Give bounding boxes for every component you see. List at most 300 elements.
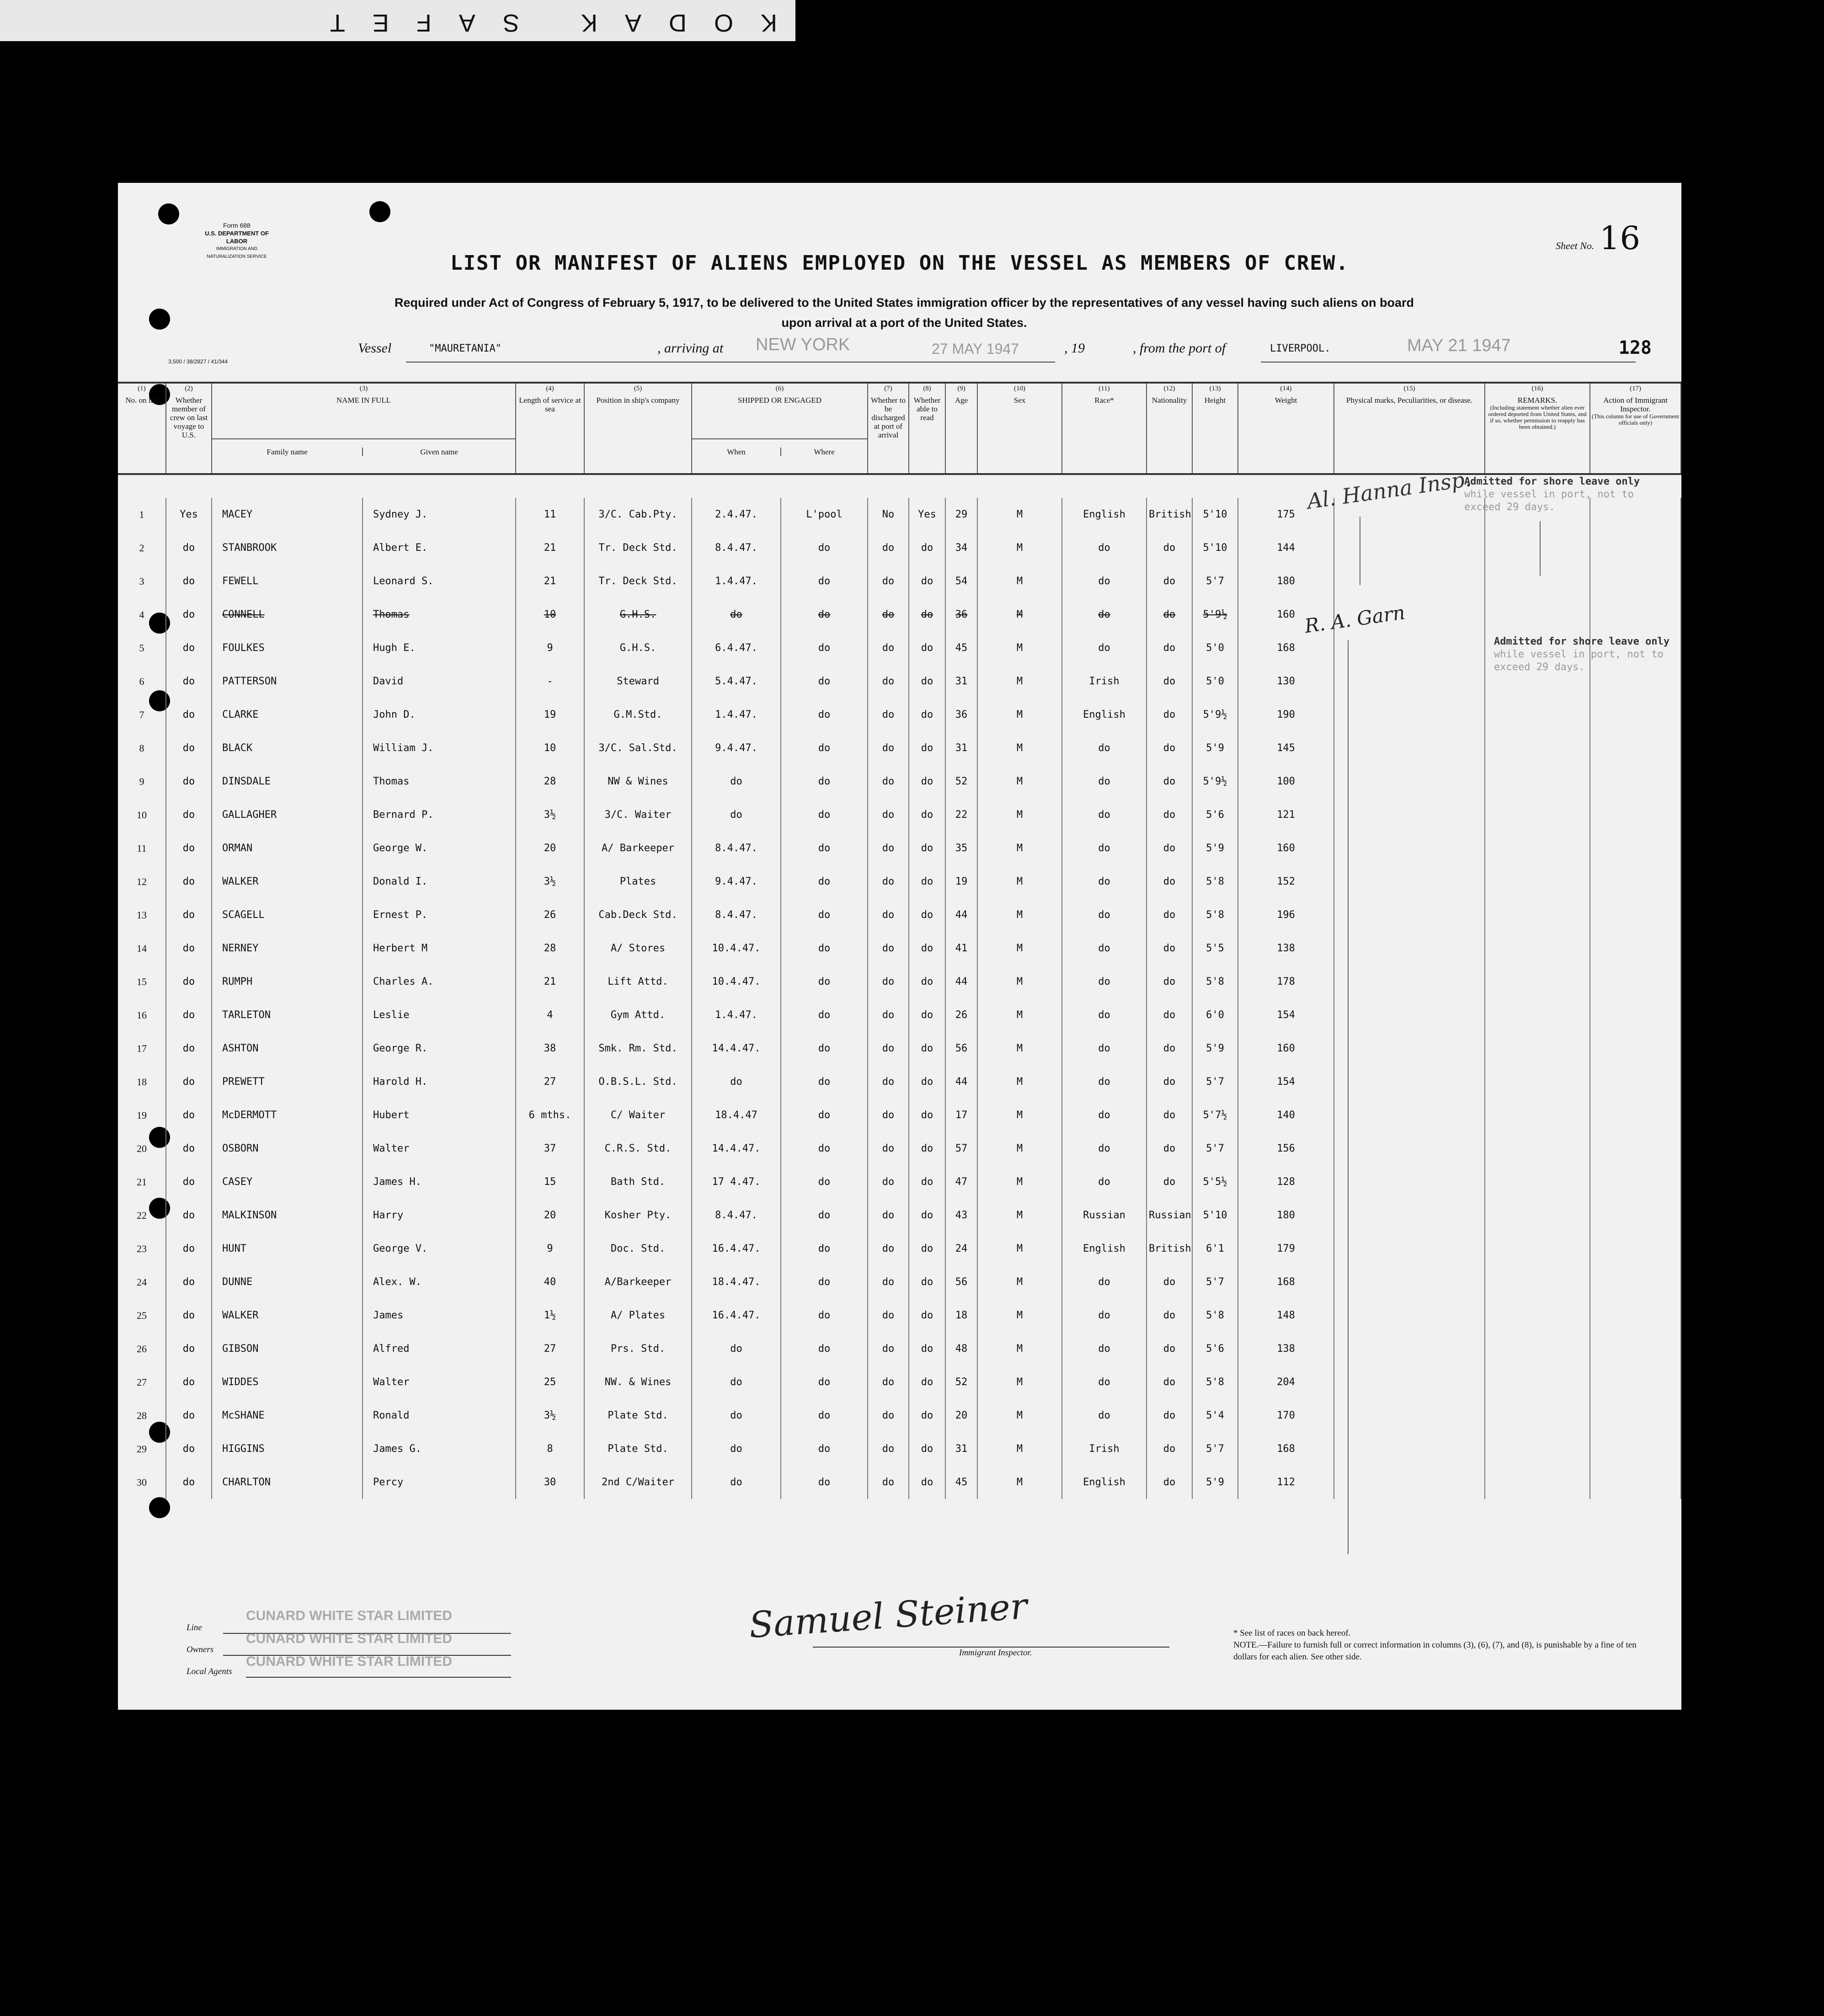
- weight-cell: 178: [1238, 965, 1334, 998]
- age-cell: 29: [945, 498, 977, 531]
- remarks-cell: [1485, 1199, 1590, 1232]
- length-of-service-cell: 40: [516, 1265, 584, 1299]
- discharged-cell: do: [868, 965, 909, 998]
- age-cell: 20: [945, 1399, 977, 1432]
- shipped-where-cell: do: [781, 1132, 868, 1165]
- discharged-cell: do: [868, 565, 909, 598]
- race-cell: do: [1062, 598, 1147, 631]
- position-cell: Cab.Deck Std.: [584, 898, 692, 932]
- col-header-5: (5) Position in ship's company: [584, 383, 692, 474]
- family-name-cell: DINSDALE: [212, 765, 363, 798]
- inspector-action-cell: [1590, 565, 1681, 598]
- row-number-cell: 27: [118, 1365, 166, 1399]
- shipped-where-cell: do: [781, 1399, 868, 1432]
- page-number: 128: [1618, 337, 1652, 358]
- able-to-read-cell: do: [909, 665, 945, 698]
- race-cell: do: [1062, 1165, 1147, 1199]
- weight-cell: 160: [1238, 832, 1334, 865]
- discharged-cell: do: [868, 1466, 909, 1499]
- shipped-when-cell: 8.4.47.: [692, 832, 781, 865]
- discharged-cell: do: [868, 1032, 909, 1065]
- nationality-cell: do: [1147, 598, 1192, 631]
- vessel-line: [118, 335, 1681, 368]
- age-cell: 56: [945, 1032, 977, 1065]
- race-cell: Irish: [1062, 1432, 1147, 1466]
- sex-cell: M: [977, 531, 1062, 565]
- race-cell: English: [1062, 1466, 1147, 1499]
- nationality-cell: do: [1147, 1132, 1192, 1165]
- nationality-cell: do: [1147, 531, 1192, 565]
- position-cell: Steward: [584, 665, 692, 698]
- shipped-where-cell: do: [781, 1065, 868, 1099]
- discharged-cell: do: [868, 1132, 909, 1165]
- remarks-cell: [1485, 698, 1590, 731]
- discharged-cell: do: [868, 932, 909, 965]
- nationality-cell: do: [1147, 898, 1192, 932]
- col-header-10: (10) Sex: [977, 383, 1062, 474]
- inspector-action-cell: [1590, 1265, 1681, 1299]
- discharged-cell: do: [868, 1399, 909, 1432]
- discharged-cell: do: [868, 1265, 909, 1299]
- shipped-where-cell: do: [781, 932, 868, 965]
- position-cell: C/ Waiter: [584, 1099, 692, 1132]
- age-cell: 52: [945, 765, 977, 798]
- row-number-cell: 2: [118, 531, 166, 565]
- nationality-cell: do: [1147, 1099, 1192, 1132]
- age-cell: 54: [945, 565, 977, 598]
- inspector-action-cell: [1590, 1399, 1681, 1432]
- inspector-action-cell: [1590, 1032, 1681, 1065]
- date-stamp: MAY 21 1947: [1407, 336, 1511, 355]
- position-cell: 3/C. Cab.Pty.: [584, 498, 692, 531]
- length-of-service-cell: 30: [516, 1466, 584, 1499]
- table-row: [118, 665, 1681, 698]
- given-name-cell: Ronald: [363, 1399, 516, 1432]
- table-row: [118, 1065, 1681, 1099]
- able-to-read-cell: do: [909, 965, 945, 998]
- race-cell: do: [1062, 1065, 1147, 1099]
- line-label: Line: [187, 1623, 202, 1632]
- sex-cell: M: [977, 1099, 1062, 1132]
- arriving-label: , arriving at: [657, 341, 724, 356]
- last-voyage-cell: do: [166, 932, 212, 965]
- col-header-4: (4) Length of service at sea: [516, 383, 584, 474]
- shipped-when-cell: do: [692, 798, 781, 832]
- weight-cell: 144: [1238, 531, 1334, 565]
- discharged-cell: do: [868, 998, 909, 1032]
- shipped-when-cell: 8.4.47.: [692, 1199, 781, 1232]
- physical-marks-cell: [1334, 1165, 1485, 1199]
- inspector-action-cell: [1590, 765, 1681, 798]
- family-name-cell: ORMAN: [212, 832, 363, 865]
- weight-cell: 204: [1238, 1365, 1334, 1399]
- height-cell: 5'10: [1192, 531, 1238, 565]
- arrival-date-stamp: 27 MAY 1947: [932, 341, 1019, 357]
- age-cell: 56: [945, 1265, 977, 1299]
- height-cell: 5'7: [1192, 1432, 1238, 1466]
- family-name-cell: OSBORN: [212, 1132, 363, 1165]
- physical-marks-cell: [1334, 1332, 1485, 1365]
- given-name-cell: Donald I.: [363, 865, 516, 898]
- position-cell: Tr. Deck Std.: [584, 565, 692, 598]
- nationality-cell: Russian: [1147, 1199, 1192, 1232]
- shipped-when-cell: 6.4.47.: [692, 631, 781, 665]
- punch-hole: [149, 309, 170, 330]
- last-voyage-cell: do: [166, 1132, 212, 1165]
- inspector-label: Immigrant Inspector.: [959, 1648, 1032, 1658]
- family-name-cell: McSHANE: [212, 1399, 363, 1432]
- physical-marks-cell: [1334, 1232, 1485, 1265]
- weight-cell: 160: [1238, 1032, 1334, 1065]
- shipped-when-cell: 5.4.47.: [692, 665, 781, 698]
- family-name-header: Family name: [267, 448, 308, 456]
- family-name-cell: GIBSON: [212, 1332, 363, 1365]
- physical-marks-cell: [1334, 1132, 1485, 1165]
- given-name-cell: George W.: [363, 832, 516, 865]
- discharged-cell: do: [868, 832, 909, 865]
- given-name-cell: Ernest P.: [363, 898, 516, 932]
- height-cell: 5'9: [1192, 1466, 1238, 1499]
- row-number-cell: 26: [118, 1332, 166, 1365]
- nationality-cell: do: [1147, 665, 1192, 698]
- remarks-cell: [1485, 1299, 1590, 1332]
- shipped-where-cell: L'pool: [781, 498, 868, 531]
- shipped-where-cell: do: [781, 631, 868, 665]
- last-voyage-cell: do: [166, 965, 212, 998]
- race-cell: Irish: [1062, 665, 1147, 698]
- age-cell: 44: [945, 1065, 977, 1099]
- col-header-6: (6) SHIPPED OR ENGAGED When Where: [692, 383, 868, 474]
- shipped-where-cell: do: [781, 1365, 868, 1399]
- col-header-16: (16) REMARKS. (Including statement whether alien ever ordered deported from United States, and if so, whether permission to reapply has been obtained.): [1485, 383, 1590, 474]
- family-name-cell: GALLAGHER: [212, 798, 363, 832]
- table-row: [118, 1399, 1681, 1432]
- height-cell: 5'8: [1192, 965, 1238, 998]
- last-voyage-cell: do: [166, 1365, 212, 1399]
- table-row: [118, 965, 1681, 998]
- remarks-cell: [1485, 1265, 1590, 1299]
- age-cell: 57: [945, 1132, 977, 1165]
- inspector-action-cell: [1590, 898, 1681, 932]
- race-cell: do: [1062, 998, 1147, 1032]
- shipped-where-cell: do: [781, 1032, 868, 1065]
- discharged-cell: do: [868, 865, 909, 898]
- sex-cell: M: [977, 998, 1062, 1032]
- nationality-cell: do: [1147, 1466, 1192, 1499]
- table-row: [118, 998, 1681, 1032]
- physical-marks-cell: [1334, 1432, 1485, 1466]
- physical-marks-cell: [1334, 998, 1485, 1032]
- physical-marks-cell: [1334, 798, 1485, 832]
- nationality-cell: do: [1147, 1399, 1192, 1432]
- given-name-cell: Bernard P.: [363, 798, 516, 832]
- height-cell: 5'5½: [1192, 1165, 1238, 1199]
- family-name-cell: STANBROOK: [212, 531, 363, 565]
- inspector-action-cell: [1590, 731, 1681, 765]
- able-to-read-cell: do: [909, 1466, 945, 1499]
- sex-cell: M: [977, 1065, 1062, 1099]
- discharged-cell: do: [868, 1299, 909, 1332]
- length-of-service-cell: 11: [516, 498, 584, 531]
- shipped-where-cell: do: [781, 1199, 868, 1232]
- table-row: [118, 498, 1681, 531]
- inspector-action-cell: [1590, 698, 1681, 731]
- age-cell: 44: [945, 898, 977, 932]
- race-cell: Russian: [1062, 1199, 1147, 1232]
- nationality-cell: British: [1147, 1232, 1192, 1265]
- shipped-where-cell: do: [781, 698, 868, 731]
- row-number-cell: 16: [118, 998, 166, 1032]
- family-name-cell: CHARLTON: [212, 1466, 363, 1499]
- weight-cell: 154: [1238, 998, 1334, 1032]
- able-to-read-cell: do: [909, 1065, 945, 1099]
- physical-marks-cell: [1334, 565, 1485, 598]
- remarks-cell: [1485, 1032, 1590, 1065]
- nationality-cell: do: [1147, 1265, 1192, 1299]
- remarks-cell: [1485, 731, 1590, 765]
- discharged-cell: do: [868, 531, 909, 565]
- length-of-service-cell: 21: [516, 531, 584, 565]
- given-name-cell: Sydney J.: [363, 498, 516, 531]
- shipped-where-cell: do: [781, 1099, 868, 1132]
- remarks-cell: [1485, 1399, 1590, 1432]
- discharged-cell: do: [868, 898, 909, 932]
- physical-marks-cell: [1334, 832, 1485, 865]
- family-name-cell: WALKER: [212, 865, 363, 898]
- weight-cell: 154: [1238, 1065, 1334, 1099]
- able-to-read-cell: do: [909, 832, 945, 865]
- service-name: IMMIGRATION AND NATURALIZATION SERVICE: [207, 246, 267, 259]
- remarks-cell: [1485, 898, 1590, 932]
- col-header-3: (3) NAME IN FULL Family name Given name: [212, 383, 516, 474]
- shipped-when-cell: 14.4.47.: [692, 1032, 781, 1065]
- age-cell: 52: [945, 1365, 977, 1399]
- length-of-service-cell: 26: [516, 898, 584, 932]
- sex-cell: M: [977, 1165, 1062, 1199]
- department-name: U.S. DEPARTMENT OF LABOR: [205, 230, 269, 245]
- last-voyage-cell: do: [166, 1065, 212, 1099]
- crew-manifest-table: [118, 382, 1681, 1499]
- weight-cell: 130: [1238, 665, 1334, 698]
- able-to-read-cell: do: [909, 1132, 945, 1165]
- inspector-action-cell: [1590, 832, 1681, 865]
- race-cell: do: [1062, 1365, 1147, 1399]
- race-cell: do: [1062, 898, 1147, 932]
- discharged-cell: do: [868, 1232, 909, 1265]
- inspector-action-cell: [1590, 1165, 1681, 1199]
- nationality-cell: do: [1147, 798, 1192, 832]
- given-name-header: Given name: [362, 448, 515, 456]
- nationality-cell: do: [1147, 631, 1192, 665]
- family-name-cell: CLARKE: [212, 698, 363, 731]
- family-name-cell: WIDDES: [212, 1365, 363, 1399]
- shipped-where-cell: do: [781, 1299, 868, 1332]
- position-cell: Gym Attd.: [584, 998, 692, 1032]
- physical-marks-cell: [1334, 1299, 1485, 1332]
- sex-cell: M: [977, 832, 1062, 865]
- position-cell: 3/C. Waiter: [584, 798, 692, 832]
- length-of-service-cell: 21: [516, 565, 584, 598]
- shipped-when-cell: 16.4.47.: [692, 1232, 781, 1265]
- subtitle-line-2: upon arrival at a port of the United States.: [781, 316, 1027, 330]
- height-cell: 5'0: [1192, 665, 1238, 698]
- inspector-action-cell: [1590, 1432, 1681, 1466]
- last-voyage-cell: do: [166, 1399, 212, 1432]
- inspector-action-cell: [1590, 965, 1681, 998]
- sex-cell: M: [977, 1199, 1062, 1232]
- height-cell: 5'8: [1192, 1365, 1238, 1399]
- length-of-service-cell: 10: [516, 598, 584, 631]
- given-name-cell: Percy: [363, 1466, 516, 1499]
- row-number-cell: 20: [118, 1132, 166, 1165]
- physical-marks-cell: [1334, 1099, 1485, 1132]
- height-cell: 5'10: [1192, 498, 1238, 531]
- position-cell: C.R.S. Std.: [584, 1132, 692, 1165]
- row-number-cell: 3: [118, 565, 166, 598]
- weight-cell: 138: [1238, 1332, 1334, 1365]
- table-row: [118, 865, 1681, 898]
- race-cell: do: [1062, 1132, 1147, 1165]
- table-row: [118, 1199, 1681, 1232]
- shipped-where-cell: do: [781, 665, 868, 698]
- age-cell: 31: [945, 1432, 977, 1466]
- remarks-cell: [1485, 998, 1590, 1032]
- footnote: * See list of races on back hereof. NOTE.—Failure to furnish full or correct information in columns (3), (6), (7), and (8), is punishable by a fine of ten dollars for each alien. See other side.: [1233, 1628, 1637, 1662]
- inspector-action-cell: [1590, 1065, 1681, 1099]
- discharged-cell: do: [868, 1199, 909, 1232]
- position-cell: A/ Stores: [584, 932, 692, 965]
- shipped-when-cell: do: [692, 1432, 781, 1466]
- col-header-1: (1) No. on list: [118, 383, 166, 474]
- col-header-2: (2) Whether member of crew on last voyage to U.S.: [166, 383, 212, 474]
- length-of-service-cell: 19: [516, 698, 584, 731]
- shipped-where-cell: do: [781, 1232, 868, 1265]
- given-name-cell: Albert E.: [363, 531, 516, 565]
- race-cell: do: [1062, 765, 1147, 798]
- nationality-cell: do: [1147, 1065, 1192, 1099]
- inspector-action-cell: [1590, 1099, 1681, 1132]
- sex-cell: M: [977, 565, 1062, 598]
- sex-cell: M: [977, 965, 1062, 998]
- race-cell: do: [1062, 1399, 1147, 1432]
- age-cell: 26: [945, 998, 977, 1032]
- shipped-where-cell: do: [781, 598, 868, 631]
- inspector-action-cell: [1590, 865, 1681, 898]
- race-cell: do: [1062, 932, 1147, 965]
- col-header-15: (15) Physical marks, Peculiarities, or disease.: [1334, 383, 1485, 474]
- physical-marks-cell: [1334, 531, 1485, 565]
- row-number-cell: 12: [118, 865, 166, 898]
- col-header-17: (17) Action of Immigrant Inspector. (This column for use of Government officials only): [1590, 383, 1681, 474]
- remarks-cell: [1485, 1365, 1590, 1399]
- column-header-row: [118, 383, 1681, 474]
- able-to-read-cell: do: [909, 531, 945, 565]
- remarks-cell: [1485, 865, 1590, 898]
- sex-cell: M: [977, 598, 1062, 631]
- last-voyage-cell: Yes: [166, 498, 212, 531]
- age-cell: 36: [945, 598, 977, 631]
- remarks-cell: [1485, 832, 1590, 865]
- inspector-action-cell: [1590, 1199, 1681, 1232]
- discharged-cell: No: [868, 498, 909, 531]
- given-name-cell: Walter: [363, 1132, 516, 1165]
- age-cell: 31: [945, 665, 977, 698]
- subtitle-line-1: Required under Act of Congress of February 5, 1917, to be delivered to the United States immigration officer by the representatives of any vessel having such aliens on board: [394, 296, 1414, 309]
- sex-cell: M: [977, 1132, 1062, 1165]
- sex-cell: M: [977, 1299, 1062, 1332]
- sex-cell: M: [977, 1365, 1062, 1399]
- position-cell: 2nd C/Waiter: [584, 1466, 692, 1499]
- sex-cell: M: [977, 1399, 1062, 1432]
- weight-cell: 190: [1238, 698, 1334, 731]
- length-of-service-cell: 20: [516, 832, 584, 865]
- shipped-when-cell: do: [692, 1065, 781, 1099]
- sex-cell: M: [977, 731, 1062, 765]
- inspector-action-cell: [1590, 932, 1681, 965]
- family-name-cell: MACEY: [212, 498, 363, 531]
- family-name-cell: HUNT: [212, 1232, 363, 1265]
- able-to-read-cell: do: [909, 898, 945, 932]
- col-header-9: (9) Age: [945, 383, 977, 474]
- race-cell: do: [1062, 1099, 1147, 1132]
- nationality-cell: do: [1147, 865, 1192, 898]
- physical-marks-signature-1: Al. Hanna Insp.: [1306, 466, 1473, 514]
- physical-marks-cell: [1334, 1365, 1485, 1399]
- table-row: [118, 565, 1681, 598]
- sex-cell: M: [977, 765, 1062, 798]
- remarks-cell: [1485, 1232, 1590, 1265]
- shipped-when-cell: do: [692, 765, 781, 798]
- table-row: [118, 1032, 1681, 1065]
- shipped-when-cell: 10.4.47.: [692, 932, 781, 965]
- able-to-read-cell: do: [909, 1299, 945, 1332]
- print-code: 3,500 / 38/2827 / 41/344: [168, 358, 228, 365]
- able-to-read-cell: do: [909, 1399, 945, 1432]
- given-name-cell: Thomas: [363, 598, 516, 631]
- table-row: [118, 698, 1681, 731]
- row-number-cell: 17: [118, 1032, 166, 1065]
- sex-cell: M: [977, 898, 1062, 932]
- physical-marks-signature-2: R. A. Garn: [1303, 601, 1407, 638]
- punch-hole: [149, 1497, 170, 1518]
- family-name-cell: CASEY: [212, 1165, 363, 1199]
- age-cell: 45: [945, 1466, 977, 1499]
- position-cell: G.H.S.: [584, 631, 692, 665]
- remarks-cell: [1485, 1065, 1590, 1099]
- table-row: [118, 1232, 1681, 1265]
- page-title: LIST OR MANIFEST OF ALIENS EMPLOYED ON THE VESSEL AS MEMBERS OF CREW.: [450, 251, 1349, 275]
- table-row: [118, 1132, 1681, 1165]
- position-cell: 3/C. Sal.Std.: [584, 731, 692, 765]
- form-number: Form 688: [223, 222, 251, 229]
- sheet-number-value: 16: [1599, 219, 1640, 257]
- family-name-cell: PATTERSON: [212, 665, 363, 698]
- family-name-cell: McDERMOTT: [212, 1099, 363, 1132]
- discharged-cell: do: [868, 731, 909, 765]
- able-to-read-cell: do: [909, 1199, 945, 1232]
- able-to-read-cell: do: [909, 631, 945, 665]
- length-of-service-cell: 9: [516, 1232, 584, 1265]
- age-cell: 18: [945, 1299, 977, 1332]
- able-to-read-cell: do: [909, 565, 945, 598]
- remarks-cell: [1485, 798, 1590, 832]
- length-of-service-cell: 15: [516, 1165, 584, 1199]
- race-cell: do: [1062, 1299, 1147, 1332]
- position-cell: A/ Barkeeper: [584, 832, 692, 865]
- when-header: When: [727, 448, 746, 456]
- shipped-where-cell: do: [781, 965, 868, 998]
- height-cell: 5'6: [1192, 1332, 1238, 1365]
